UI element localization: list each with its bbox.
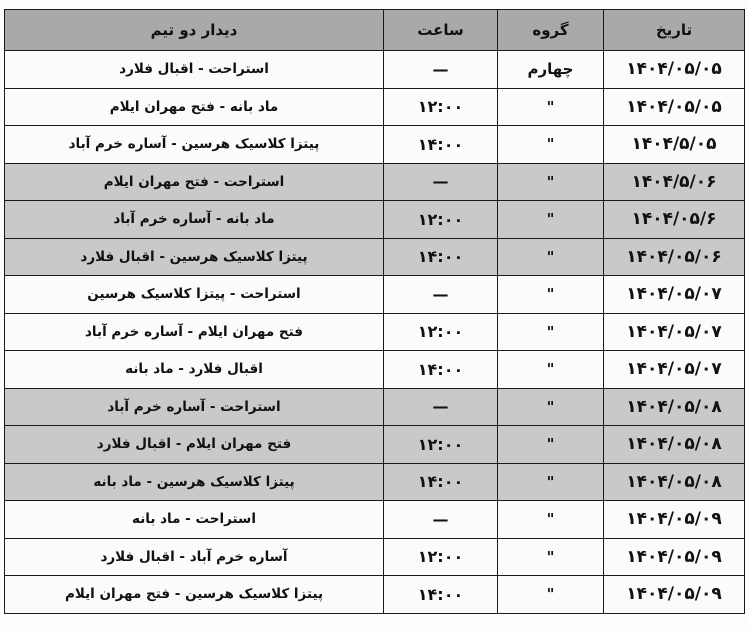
time-cell: — [384,276,498,314]
table-row [5,238,745,276]
group-cell: " [498,426,604,464]
header-group-label: گروه [532,21,569,39]
table-row [5,463,745,501]
group-cell: " [498,163,604,201]
header-match-label: دیدار دو تیم [150,21,238,39]
time-cell: ۱۲:۰۰ [384,426,498,464]
match-cell: پیتزا کلاسیک هرسین - فتح مهران ایلام [5,576,384,614]
match-cell: ماد بانه - آساره خرم آباد [5,201,384,239]
group-cell: " [498,463,604,501]
group-cell: " [498,238,604,276]
date-cell: ۱۴۰۴/۵/۰۶ [604,163,745,201]
date-cell: ۱۴۰۴/۵/۰۵ [604,126,745,164]
group-cell: " [498,126,604,164]
time-cell: — [384,388,498,426]
header-date [604,10,745,51]
time-cell: ۱۴:۰۰ [384,238,498,276]
match-cell: استراحت - آساره خرم آباد [5,388,384,426]
time-cell: — [384,163,498,201]
time-cell: — [384,51,498,89]
group-cell: " [498,538,604,576]
header-match [5,10,384,51]
match-cell: استراحت - اقبال فلارد [5,51,384,89]
match-cell: استراحت - پیتزا کلاسیک هرسین [5,276,384,314]
group-cell: " [498,88,604,126]
time-cell: ۱۲:۰۰ [384,88,498,126]
time-cell: ۱۴:۰۰ [384,463,498,501]
date-cell: ۱۴۰۴/۰۵/۶ [604,201,745,239]
table-row [5,276,745,314]
date-cell: ۱۴۰۴/۰۵/۰۸ [604,426,745,464]
date-cell: ۱۴۰۴/۰۵/۰۹ [604,501,745,539]
group-cell: " [498,351,604,389]
date-cell: ۱۴۰۴/۰۵/۰۷ [604,351,745,389]
time-cell: ۱۴:۰۰ [384,576,498,614]
schedule-table [4,9,745,614]
table-row [5,351,745,389]
group-cell: " [498,501,604,539]
match-cell: استراحت - فتح مهران ایلام [5,163,384,201]
date-cell: ۱۴۰۴/۰۵/۰۹ [604,538,745,576]
header-group [498,10,604,51]
table-row [5,313,745,351]
table-row [5,576,745,614]
match-cell: ماد بانه - فتح مهران ایلام [5,88,384,126]
match-cell: فتح مهران ایلام - آساره خرم آباد [5,313,384,351]
table-row [5,538,745,576]
table-row [5,426,745,464]
date-cell: ۱۴۰۴/۰۵/۰۶ [604,238,745,276]
match-cell: پیتزا کلاسیک هرسین - آساره خرم آباد [5,126,384,164]
group-cell: " [498,313,604,351]
table-row [5,88,745,126]
table-body [5,51,745,614]
match-cell: پیتزا کلاسیک هرسین - ماد بانه [5,463,384,501]
date-cell: ۱۴۰۴/۰۵/۰۸ [604,388,745,426]
group-cell: " [498,388,604,426]
time-cell: ۱۲:۰۰ [384,313,498,351]
match-cell: استراحت - ماد بانه [5,501,384,539]
time-cell: ۱۴:۰۰ [384,126,498,164]
date-cell: ۱۴۰۴/۰۵/۰۷ [604,313,745,351]
match-cell: آساره خرم آباد - اقبال فلارد [5,538,384,576]
time-cell: ۱۲:۰۰ [384,201,498,239]
header-time-label: ساعت [417,21,464,39]
date-cell: ۱۴۰۴/۰۵/۰۷ [604,276,745,314]
table-row [5,201,745,239]
table-row [5,388,745,426]
date-cell: ۱۴۰۴/۰۵/۰۵ [604,51,745,89]
match-cell: پیتزا کلاسیک هرسین - اقبال فلارد [5,238,384,276]
date-cell: ۱۴۰۴/۰۵/۰۹ [604,576,745,614]
table-row [5,163,745,201]
header-row [5,10,745,51]
header-time [384,10,498,51]
group-cell: چهارم [498,51,604,89]
table-row [5,51,745,89]
group-cell: " [498,276,604,314]
date-cell: ۱۴۰۴/۰۵/۰۸ [604,463,745,501]
time-cell: ۱۴:۰۰ [384,351,498,389]
header-date-label: تاریخ [655,21,693,39]
date-cell: ۱۴۰۴/۰۵/۰۵ [604,88,745,126]
time-cell: ۱۲:۰۰ [384,538,498,576]
table-header [5,10,745,51]
match-cell: فتح مهران ایلام - اقبال فلارد [5,426,384,464]
table-row [5,126,745,164]
match-cell: اقبال فلارد - ماد بانه [5,351,384,389]
group-cell: " [498,576,604,614]
time-cell: — [384,501,498,539]
table-row [5,501,745,539]
group-cell: " [498,201,604,239]
